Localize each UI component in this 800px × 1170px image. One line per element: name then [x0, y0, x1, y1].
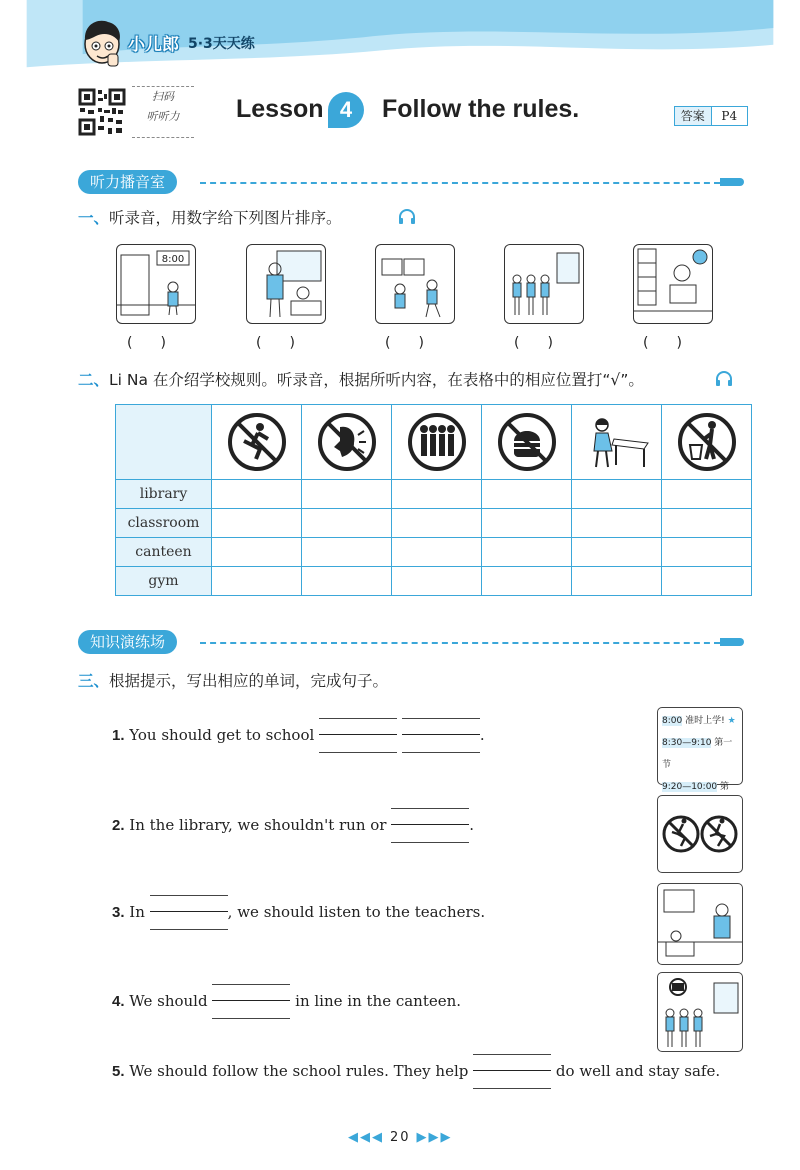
answer-cell[interactable]: [662, 509, 752, 538]
no-shouting-icon: [316, 411, 378, 473]
sentence-1-text: You should get to school: [129, 726, 315, 744]
answer-cell[interactable]: [482, 480, 572, 509]
table-row: [116, 509, 752, 538]
answer-label: 答案: [675, 107, 712, 125]
q1-label: 一、: [78, 209, 110, 227]
answer-cell[interactable]: [302, 538, 392, 567]
answer-cell[interactable]: [212, 567, 302, 596]
schedule-time: 8:30—9:10: [662, 738, 712, 748]
schedule-time: 9:20—10:00: [662, 782, 718, 792]
lesson-title: Follow the rules.: [382, 95, 580, 123]
table-row: [116, 480, 752, 509]
q2-label: 二、: [78, 371, 110, 389]
schedule-row-1: [662, 710, 738, 732]
canteen-line-icon: [658, 973, 742, 1051]
q1-instruction: [78, 206, 342, 228]
clock-sign-text: 8:00: [161, 254, 185, 265]
row-label-classroom: classroom: [116, 509, 212, 538]
no-littering-icon: [676, 411, 738, 473]
next-arrows-icon: ▶▶▶: [416, 1130, 453, 1145]
qr-label: [132, 86, 194, 138]
sentence-4: [112, 982, 461, 1022]
pencil-icon: [720, 638, 744, 646]
lesson-word: Lesson: [236, 95, 324, 123]
answer-cell[interactable]: [212, 538, 302, 567]
sentence-1: [112, 716, 485, 756]
q2-text: Li Na 在介绍学校规则。听录音，根据所听内容，在表格中的相应位置打“√”。: [109, 371, 644, 389]
page-number-value: 20: [390, 1130, 411, 1145]
sentence-4-post: in line in the canteen.: [295, 992, 462, 1010]
table-row: [116, 538, 752, 567]
section-divider: [200, 642, 720, 644]
answer-cell[interactable]: [302, 480, 392, 509]
schedule-row-2: [662, 732, 738, 776]
q1-picture-1: [116, 244, 196, 324]
answer-cell[interactable]: [482, 509, 572, 538]
library-reading-scene-icon: [634, 245, 712, 323]
qr-code-icon[interactable]: [78, 88, 126, 136]
q1-answer-blank-5[interactable]: ( ): [643, 335, 682, 351]
answer-cell[interactable]: [572, 538, 662, 567]
boy-mascot-icon: [78, 14, 126, 70]
answer-blank[interactable]: [391, 806, 469, 846]
section-divider: [200, 182, 720, 184]
answer-page: P4: [721, 109, 738, 123]
header-no-running: [212, 405, 302, 480]
section-listening: 听力播音室: [78, 170, 177, 194]
classroom-hint-card: [657, 883, 743, 965]
q1-picture-4: [504, 244, 584, 324]
schedule-hint-card: [657, 707, 743, 792]
answer-cell[interactable]: [392, 480, 482, 509]
teacher-class-scene-icon: [247, 245, 325, 323]
answer-cell[interactable]: [662, 480, 752, 509]
q1-answer-blank-1[interactable]: ( ): [127, 335, 166, 351]
computer-room-scene-icon: [376, 245, 454, 323]
header-no-food: [482, 405, 572, 480]
header-clean-desk: [572, 405, 662, 480]
canteen-line-scene-icon: [505, 245, 583, 323]
sentence-2: [112, 806, 474, 846]
answer-cell[interactable]: [482, 538, 572, 567]
qr-label-listen: 听听力: [146, 110, 180, 123]
sentence-4-pre: We should: [129, 992, 208, 1010]
classroom-scene-icon: [658, 884, 742, 964]
answer-cell[interactable]: [392, 567, 482, 596]
no-running-shouting-icons: [658, 796, 742, 872]
q1-picture-3: [375, 244, 455, 324]
table-corner-cell: [116, 405, 212, 480]
sentence-2-period: .: [469, 816, 475, 834]
answer-blank[interactable]: [402, 716, 480, 756]
lesson-number-badge: 4: [328, 92, 364, 128]
table-header-row: [116, 405, 752, 480]
rules-table: [115, 404, 752, 596]
answer-cell[interactable]: [212, 509, 302, 538]
headphones-icon[interactable]: [715, 371, 733, 387]
no-food-icon: [496, 411, 558, 473]
sentence-3: [112, 893, 485, 933]
line-up-icon: [406, 411, 468, 473]
answer-cell[interactable]: [662, 538, 752, 567]
canteen-hint-card: [657, 972, 743, 1052]
no-running-hint-card: [657, 795, 743, 873]
q1-picture-5: [633, 244, 713, 324]
sentence-5-number: 5.: [112, 1063, 125, 1080]
brand-name: 小儿郎: [128, 35, 179, 55]
prev-arrows-icon: ◀◀◀: [348, 1130, 384, 1145]
sentence-1-period: .: [479, 726, 485, 744]
answer-cell[interactable]: [662, 567, 752, 596]
qr-label-scan: 扫码: [152, 90, 174, 103]
q3-instruction: [78, 669, 388, 691]
header-no-littering: [662, 405, 752, 480]
answer-blank[interactable]: [212, 982, 290, 1022]
answer-blank[interactable]: [473, 1052, 551, 1092]
sentence-2-text: In the library, we shouldn't run or: [129, 816, 387, 834]
answer-cell[interactable]: [212, 480, 302, 509]
sentence-3-pre: In: [129, 903, 145, 921]
q2-instruction: [78, 368, 644, 390]
row-label-library: library: [116, 480, 212, 509]
row-label-gym: gym: [116, 567, 212, 596]
sentence-3-number: 3.: [112, 904, 125, 921]
sentence-3-post: , we should listen to the teachers.: [227, 903, 486, 921]
section-practice: 知识演练场: [78, 630, 177, 654]
sentence-5: [112, 1052, 720, 1092]
header-line-up: [392, 405, 482, 480]
sentence-4-number: 4.: [112, 993, 125, 1010]
q3-text: 根据提示，写出相应的单词，完成句子。: [109, 672, 389, 690]
row-label-canteen: canteen: [116, 538, 212, 567]
clean-desk-icon: [582, 411, 652, 473]
page-number: [348, 1130, 453, 1145]
star-icon: ★: [727, 716, 736, 726]
no-running-icon: [226, 411, 288, 473]
q1-answer-blank-3[interactable]: ( ): [385, 335, 424, 351]
answer-cell[interactable]: [392, 509, 482, 538]
answer-cell[interactable]: [482, 567, 572, 596]
sentence-5-pre: We should follow the school rules. They help: [129, 1062, 469, 1080]
q3-label: 三、: [78, 672, 110, 690]
schedule-desc: 第一节: [662, 738, 733, 770]
answer-blank[interactable]: [150, 893, 228, 933]
schedule-desc: 第: [720, 782, 730, 792]
schedule-desc: 准时上学!: [685, 716, 725, 726]
school-gate-scene-icon: [117, 245, 195, 323]
answer-cell[interactable]: [302, 567, 392, 596]
answer-cell[interactable]: [392, 538, 482, 567]
schedule-time: 8:00: [662, 716, 683, 726]
q1-picture-2: [246, 244, 326, 324]
header-no-shouting: [302, 405, 392, 480]
answer-page-ref[interactable]: [674, 106, 748, 126]
q1-text: 听录音，用数字给下列图片排序。: [109, 209, 342, 227]
answer-cell[interactable]: [572, 509, 662, 538]
sentence-5-post: do well and stay safe.: [555, 1062, 721, 1080]
sentence-2-number: 2.: [112, 817, 125, 834]
headphones-icon[interactable]: [398, 209, 416, 225]
series-name: 5·3天天练: [188, 36, 255, 52]
answer-blank[interactable]: [319, 716, 397, 756]
table-row: [116, 567, 752, 596]
answer-cell[interactable]: [572, 567, 662, 596]
pencil-icon: [720, 178, 744, 186]
answer-cell[interactable]: [302, 509, 392, 538]
q1-answer-blank-4[interactable]: ( ): [514, 335, 553, 351]
answer-cell[interactable]: [572, 480, 662, 509]
sentence-1-number: 1.: [112, 727, 125, 744]
q1-answer-blank-2[interactable]: ( ): [256, 335, 295, 351]
